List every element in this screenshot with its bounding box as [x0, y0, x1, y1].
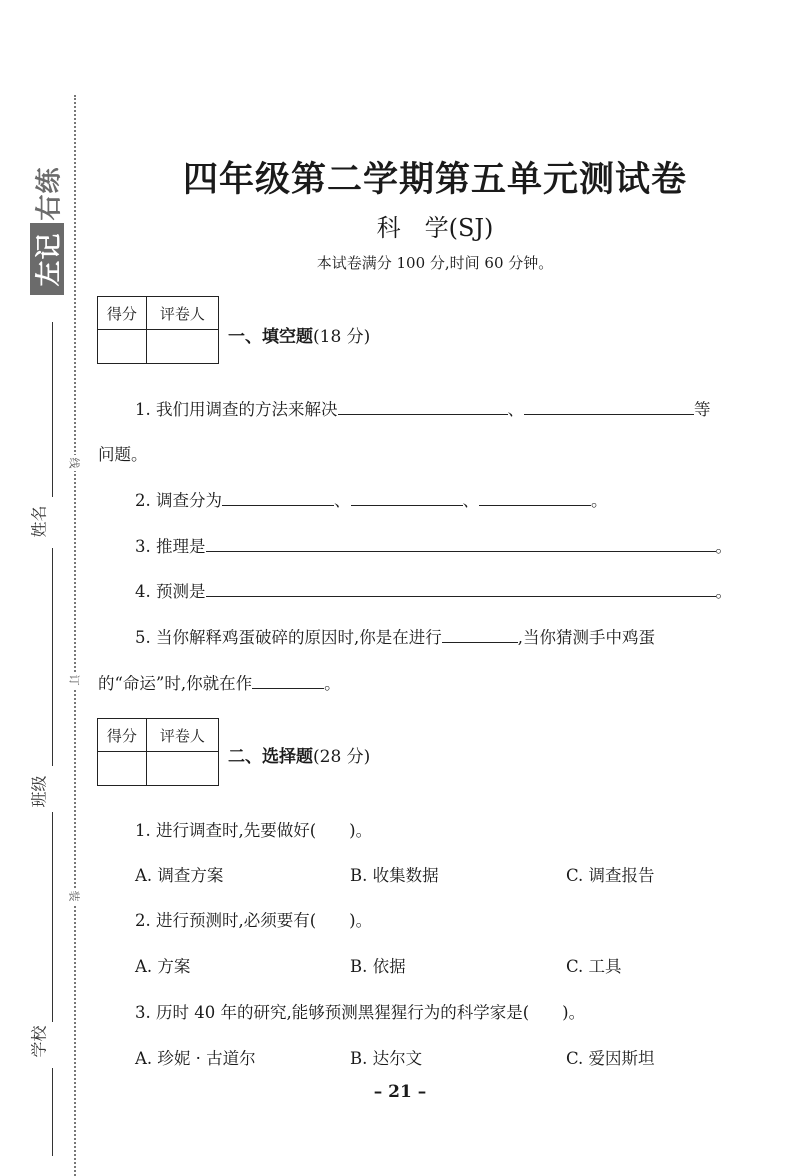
answer-blank[interactable] [479, 489, 591, 506]
fill-q2: 2. 调查分为 、 、 。 [135, 491, 608, 510]
brand-logo [30, 165, 64, 295]
grader-cell[interactable] [146, 752, 218, 786]
choice-q1: 1. 进行调查时,先要做好( )。 [135, 821, 373, 840]
section2-heading: 二、选择题(28 分) [228, 747, 371, 767]
fill-q5: 5. 当你解释鸡蛋破碎的原因时,你是在进行 ,当你猜测手中鸡蛋 [135, 628, 655, 647]
answer-blank[interactable] [338, 398, 508, 415]
answer-blank[interactable] [351, 489, 463, 506]
score-cell[interactable] [98, 752, 147, 786]
score-label: 得分 [98, 297, 147, 330]
score-label: 得分 [98, 719, 147, 752]
choice-q1-option-a[interactable]: A. 调查方案 [135, 866, 224, 885]
grader-cell[interactable] [146, 330, 218, 364]
cut-mark-pack: 装 [66, 888, 82, 904]
page-title: 四年级第二学期第五单元测试卷 [182, 159, 687, 200]
choice-q2-option-a[interactable]: A. 方案 [135, 957, 191, 976]
cut-mark-line: 线 [66, 455, 82, 471]
choice-q3: 3. 历时 40 年的研究,能够预测黑猩猩行为的科学家是( )。 [135, 1003, 586, 1022]
school-label: 学校 [29, 1025, 49, 1058]
brand-left-text: 左记 [30, 223, 64, 295]
choice-q1-option-b[interactable]: B. 收集数据 [350, 866, 439, 885]
subject-title: 科 学(SJ) [376, 214, 494, 242]
cut-mark-bind: 订 [66, 672, 82, 688]
score-box-1 [97, 296, 219, 364]
choice-q3-option-c[interactable]: C. 爱因斯坦 [566, 1049, 655, 1068]
fill-q4: 4. 预测是 。 [135, 582, 732, 601]
fill-q1: 1. 我们用调查的方法来解决 、 等 [135, 400, 711, 419]
answer-blank[interactable] [252, 672, 324, 689]
choice-q2: 2. 进行预测时,必须要有( )。 [135, 911, 373, 930]
choice-q2-option-b[interactable]: B. 依据 [350, 957, 406, 976]
fill-q5-cont: 的“命运”时,你就在作 。 [98, 674, 341, 693]
class-label: 班级 [29, 775, 49, 808]
choice-q2-option-c[interactable]: C. 工具 [566, 957, 622, 976]
brand-right-text: 右练 [34, 165, 65, 221]
answer-blank[interactable] [442, 626, 518, 643]
school-line [52, 812, 53, 1022]
choice-q1-option-c[interactable]: C. 调查报告 [566, 866, 655, 885]
exam-note: 本试卷满分 100 分,时间 60 分钟。 [316, 254, 554, 272]
answer-blank[interactable] [222, 489, 334, 506]
binding-dotted-line [74, 95, 76, 1176]
answer-blank[interactable] [524, 398, 694, 415]
page-number: – 21 – [373, 1082, 427, 1102]
grader-label: 评卷人 [146, 297, 218, 330]
section1-heading: 一、填空题(18 分) [228, 327, 371, 347]
choice-q3-option-a[interactable]: A. 珍妮 · 古道尔 [135, 1049, 256, 1068]
class-line [52, 548, 53, 766]
name-label: 姓名 [29, 505, 49, 538]
answer-blank[interactable] [206, 535, 716, 552]
name-line [52, 322, 53, 497]
fill-q3: 3. 推理是 。 [135, 537, 732, 556]
fill-q1-cont: 问题。 [98, 445, 148, 464]
answer-blank[interactable] [206, 580, 716, 597]
score-box-2 [97, 718, 219, 786]
score-cell[interactable] [98, 330, 147, 364]
choice-q3-option-b[interactable]: B. 达尔文 [350, 1049, 423, 1068]
grader-label: 评卷人 [146, 719, 218, 752]
